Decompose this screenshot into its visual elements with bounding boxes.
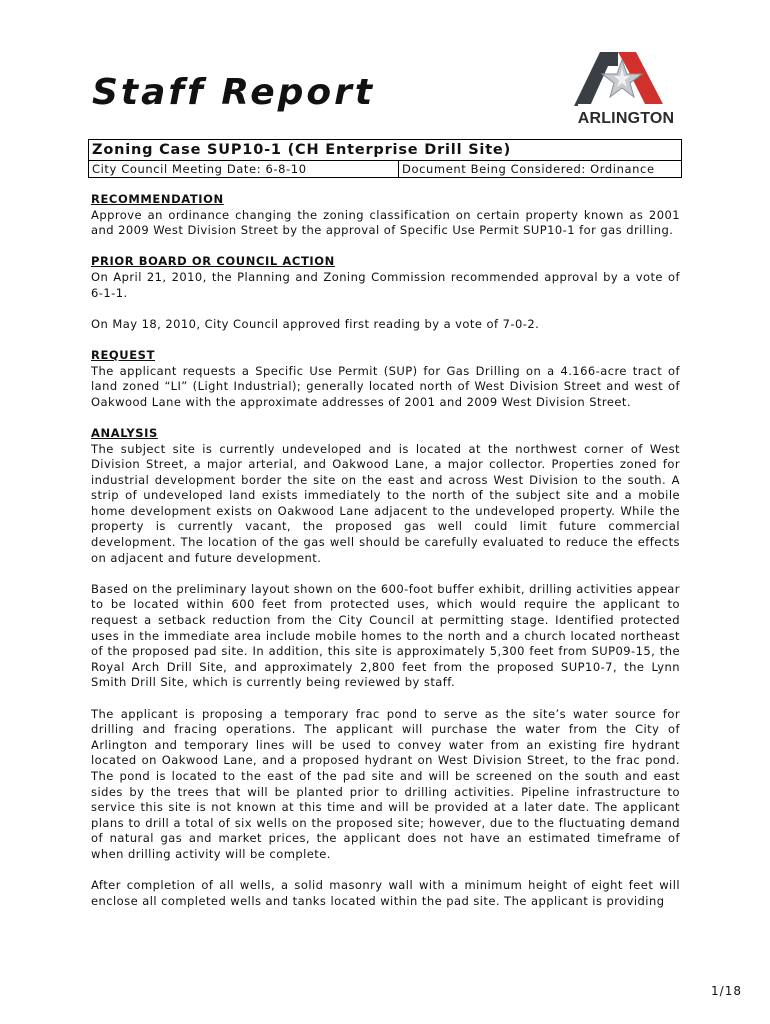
report-body	[91, 192, 680, 925]
meeting-date: City Council Meeting Date: 6-8-10	[89, 161, 399, 177]
arlington-logo	[570, 46, 682, 132]
page-number: 1/18	[711, 984, 742, 998]
paragraph: After completion of all wells, a solid masonry wall with a minimum height of eight feet will enclose all completed wells and tanks located within the pad site. The applicant is providing	[91, 878, 680, 908]
section-prior-action	[91, 254, 680, 332]
section-heading: RECOMMENDATION	[91, 192, 224, 206]
paragraph: The subject site is currently undeveloped and is located at the northwest corner of West Division Street, a major arterial, and Oakwood Lane, a major collector. Properties zoned for industrial development border the site on the east and across West Division to the south. A strip of undeveloped land exists immediately to the north of the subject site and a mobile home development exists on Oakwood Lane adjacent to the undeveloped property. While the property is currently vacant, the proposed gas well could limit future commercial development. The location of the gas well should be carefully evaluated to reduce the effects on adjacent and future development.	[91, 441, 680, 565]
section-heading: PRIOR BOARD OR COUNCIL ACTION	[91, 254, 335, 269]
section-recommendation	[91, 192, 680, 239]
case-header-table	[88, 139, 682, 178]
section-analysis	[91, 426, 680, 909]
section-heading: REQUEST	[91, 347, 156, 362]
paragraph: On May 18, 2010, City Council approved first reading by a vote of 7-0-2.	[91, 316, 540, 331]
section-request	[91, 348, 680, 410]
logo-wordmark: ARLINGTON	[577, 110, 675, 127]
paragraph: The applicant is proposing a temporary frac pond to serve as the site’s water source for drilling and fracing operations. The applicant will purchase the water from the City of Arlington and temporary lines will be used to convey water from an existing fire hydrant located on Oakwood Lane, and a proposed hydrant on West Division Street, to the frac pond. The pond is located to the east of the pad site and will be screened on the south and east sides by the trees that will be planted prior to drilling activities. Pipeline infrastructure to service this site is not known at this time and will be provided at a later date. The applicant plans to drill a total of six wells on the proposed site; however, due to the fluctuating demand of natural gas and market prices, the applicant does not have an estimated timeframe of when drilling activity will be complete.	[91, 706, 680, 861]
arlington-a-star-icon	[570, 46, 682, 112]
page-title: Staff Report	[92, 72, 376, 113]
section-heading: ANALYSIS	[91, 425, 158, 440]
paragraph: Approve an ordinance changing the zoning classification on certain property known as 2001 and 2009 West Division Street by the approval of Specific Use Permit SUP10-1 for gas drilling.	[91, 207, 680, 238]
meeting-info-row	[89, 161, 681, 177]
zoning-case-title: Zoning Case SUP10-1 (CH Enterprise Drill Site)	[89, 140, 681, 161]
paragraph: On April 21, 2010, the Planning and Zoning Commission recommended approval by a vote of 6-1-1.	[91, 269, 680, 300]
paragraph: The applicant requests a Specific Use Permit (SUP) for Gas Drilling on a 4.166-acre tract of land zoned “LI” (Light Industrial); generally located north of West Division Street and west of Oakwood Lane with the approximate addresses of 2001 and 2009 West Division Street.	[91, 363, 680, 409]
document-considered: Document Being Considered: Ordinance	[402, 162, 655, 176]
paragraph: Based on the preliminary layout shown on the 600-foot buffer exhibit, drilling activities appear to be located within 600 feet from protected uses, which would require the applicant to request a setback reduction from the City Council at permitting stage. Identified protected uses in the immediate area include mobile homes to the north and a church located northeast of the proposed pad site. In addition, this site is approximately 5,300 feet from SUP09-15, the Royal Arch Drill Site, and approximately 2,800 feet from the proposed SUP10-7, the Lynn Smith Drill Site, which is currently being reviewed by staff.	[91, 581, 680, 690]
